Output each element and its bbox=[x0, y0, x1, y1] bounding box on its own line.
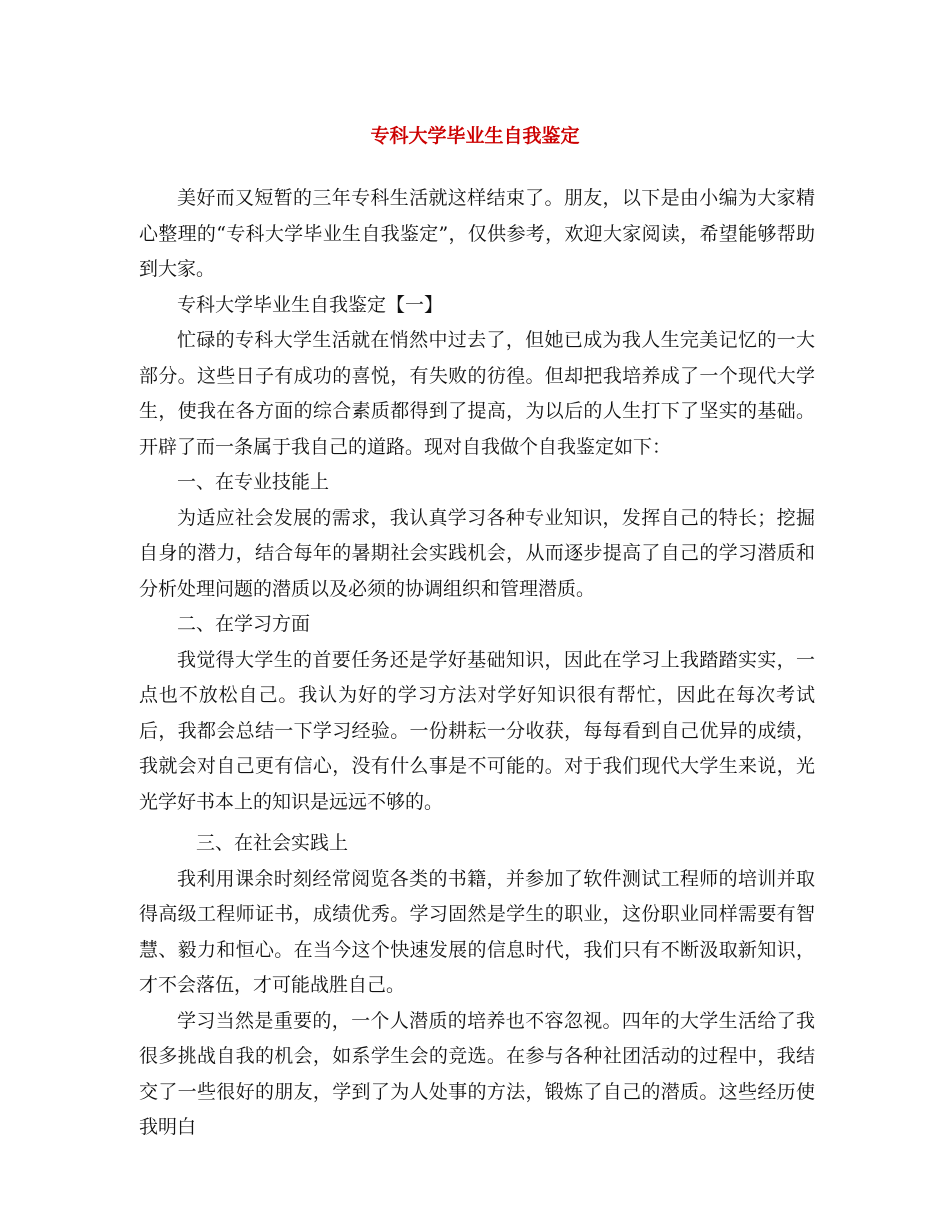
heading-professional-skills: 一、在专业技能上 bbox=[177, 471, 330, 493]
document-title: 专科大学毕业生自我鉴定 bbox=[370, 125, 580, 147]
intro-paragraph: 美好而又短暂的三年专科生活就这样结束了。朋友，以下是由小编为大家精心整理的“专科大学毕业生自我鉴定”，仅供参考，欢迎大家阅读，希望能够帮助到大家。 bbox=[139, 187, 815, 280]
professional-skills-paragraph: 为适应社会发展的需求，我认真学习各种专业知识，发挥自己的特长；挖掘自身的潜力，结合每年的暑期社会实践机会，从而逐步提高了自己的学习潜质和分析处理问题的潜质以及必须的协调组织和管理潜质。 bbox=[139, 506, 815, 600]
study-paragraph: 我觉得大学生的首要任务还是学好基础知识，因此在学习上我踏踏实实，一点也不放松自己。我认为好的学习方法对学好知识很有帮忙，因此在每次考试后，我都会总结一下学习经验。一份耕耘一分收获，每每看到自己优异的成绩，我就会对自己更有信心，没有什么事是不可能的。对于我们现代大学生来说，光光学好书本上的知识是远远不够的。 bbox=[139, 648, 815, 813]
heading-social-practice: 三、在社会实践上 bbox=[196, 832, 349, 854]
heading-study: 二、在学习方面 bbox=[177, 613, 311, 635]
document-body bbox=[139, 181, 815, 1146]
opening-paragraph: 忙碌的专科大学生活就在悄然中过去了，但她已成为我人生完美记忆的一大部分。这些日子有成功的喜悦，有失败的彷徨。但却把我培养成了一个现代大学生，使我在各方面的综合素质都得到了提高，为以后的人生打下了坚实的基础。开辟了而一条属于我自己的道路。现对自我做个自我鉴定如下： bbox=[139, 329, 815, 458]
personal-ability-paragraph: 学习当然是重要的，一个人潜质的培养也不容忽视。四年的大学生活给了我很多挑战自我的机会，如系学生会的竞选。在参与各种社团活动的过程中，我结交了一些很好的朋友，学到了为人处事的方法，锻炼了自己的潜质。这些经历使我明白 bbox=[139, 1009, 815, 1138]
social-practice-paragraph: 我利用课余时刻经常阅览各类的书籍，并参加了软件测试工程师的培训并取得高级工程师证书，成绩优秀。学习固然是学生的职业，这份职业同样需要有智慧、毅力和恒心。在当今这个快速发展的信息时代，我们只有不断汲取新知识，才不会落伍，才可能战胜自己。 bbox=[139, 867, 815, 996]
section-title-one: 专科大学毕业生自我鉴定【一】 bbox=[177, 293, 444, 316]
